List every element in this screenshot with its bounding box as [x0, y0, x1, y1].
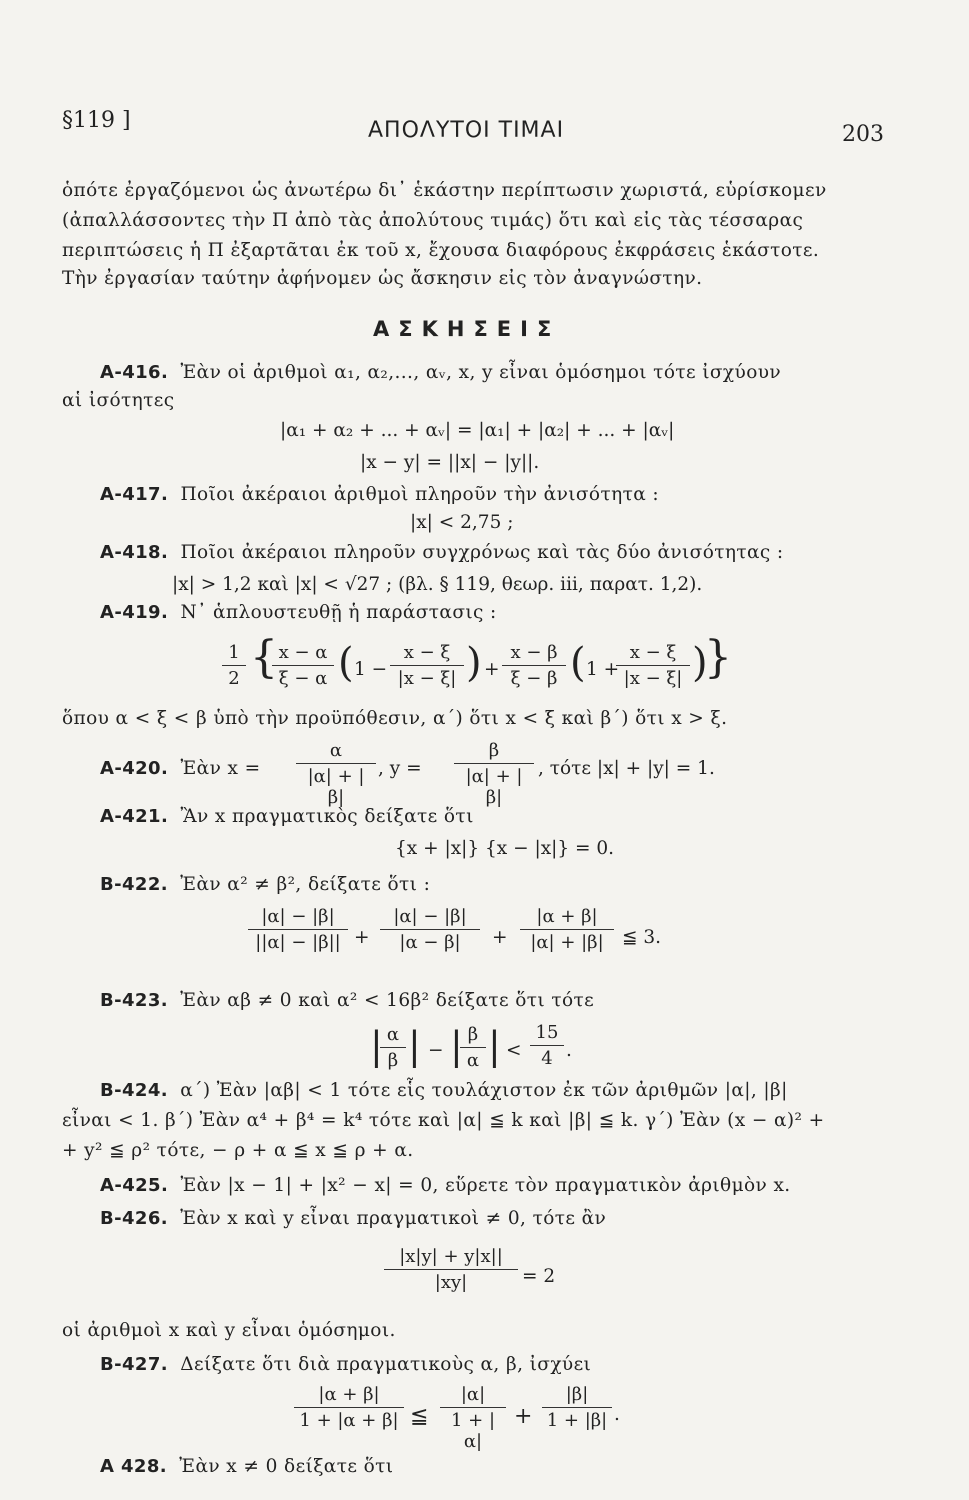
- abs-bar: |: [488, 1024, 501, 1068]
- exercise-419: [100, 602, 497, 623]
- math-term: +: [514, 1404, 533, 1429]
- exercise-label: Α-416.: [100, 362, 169, 383]
- paren-left: (: [338, 640, 354, 686]
- exercise-text: Ν᾽ ἁπλουστευθῇ ἡ παράστασις :: [180, 602, 497, 623]
- exercise-text: Ἂν x πραγματικὸς δείξατε ὅτι: [180, 806, 474, 827]
- fraction: [454, 740, 534, 808]
- fraction: [296, 740, 376, 808]
- abs-bar: |: [408, 1024, 421, 1068]
- fraction: [530, 1022, 564, 1069]
- numerator: |β|: [565, 1384, 589, 1405]
- fraction: [520, 906, 614, 953]
- fraction-bar: [380, 929, 480, 930]
- fraction: [380, 906, 480, 953]
- math-term: <: [506, 1040, 522, 1061]
- fraction-bar: [384, 1269, 518, 1270]
- fraction-bar: [460, 1047, 486, 1048]
- math-term: ≦ 3.: [622, 927, 662, 948]
- fraction-bar: [502, 665, 566, 666]
- brace-left: {: [250, 632, 278, 683]
- exercise-420: [100, 758, 261, 779]
- exercise-421: [100, 806, 474, 827]
- fraction-bar: [380, 1047, 406, 1048]
- intro-line-4: Τὴν ἐργασίαν ταύτην ἀφήνομεν ὡς ἄσκησιν εἰς τὸν ἀναγνώστην.: [62, 268, 703, 289]
- exercise-text: Ἐὰν x =: [180, 758, 261, 779]
- exercise-text: α΄) Ἐὰν |αβ| < 1 τότε εἷς τουλάχιστον ἐκ τῶν ἀριθμῶν |α|, |β|: [180, 1080, 788, 1101]
- exercise-label: Α-425.: [100, 1175, 169, 1196]
- equation: |x| > 1,2 καὶ |x| < √27 ; (βλ. § 119, θεωρ. iii, παρατ. 1,2).: [172, 574, 703, 595]
- exercise-416: [100, 362, 781, 383]
- equation: |x| < 2,75 ;: [410, 512, 514, 533]
- exercise-426: [100, 1208, 606, 1229]
- exercise-418: [100, 542, 784, 563]
- exercise-text: Ποῖοι ἀκέραιοι πληροῦν συγχρόνως καὶ τὰς δύο ἀνισότητας :: [180, 542, 784, 563]
- fraction-bar: [296, 763, 376, 764]
- math-term: +: [492, 927, 508, 948]
- denominator: |x − ξ|: [623, 668, 683, 689]
- intro-line-1: ὁπότε ἐργαζόμενοι ὡς ἀνωτέρω δι᾽ ἑκάστην περίπτωσιν χωριστά, εὑρίσκομεν: [62, 180, 827, 201]
- exercise-label: Β-424.: [100, 1080, 169, 1101]
- abs-bar: |: [370, 1024, 383, 1068]
- fraction-bar: [454, 763, 534, 764]
- fraction-bar: [248, 929, 348, 930]
- denominator: β: [387, 1050, 399, 1071]
- equation: |x − y| = ||x| − |y||.: [360, 452, 540, 473]
- exercise-text: Ἐὰν x ≠ 0 δείξατε ὅτι: [179, 1456, 394, 1477]
- numerator: 15: [535, 1022, 559, 1043]
- exercise-419-text2: ὅπου α < ξ < β ὑπὸ τὴν προϋπόθεσιν, α΄) ὅτι x < ξ καὶ β΄) ὅτι x > ξ.: [62, 708, 728, 729]
- fraction: [440, 1384, 506, 1452]
- fraction: [272, 642, 334, 689]
- abs-bar: |: [450, 1024, 463, 1068]
- fraction-bar: [440, 1407, 506, 1408]
- math-term: 1 +: [586, 659, 620, 680]
- fraction: [384, 1246, 518, 1293]
- exercise-label: Β-427.: [100, 1354, 169, 1375]
- fraction: [460, 1024, 486, 1071]
- numerator: β: [467, 1024, 479, 1045]
- denominator: α: [466, 1050, 480, 1071]
- numerator: x − β: [510, 642, 558, 663]
- math-term: 1 −: [354, 659, 388, 680]
- exercise-428: [100, 1456, 393, 1477]
- numerator: |α + β|: [536, 906, 598, 927]
- paren-right: ): [692, 640, 708, 686]
- denominator: 1 + |α + β|: [299, 1410, 399, 1431]
- exercise-text: Ἐὰν οἱ ἀριθμοὶ α₁, α₂,..., αᵥ, x, y εἶναι ὁμόσημοι τότε ἰσχύουν: [180, 362, 782, 383]
- math-term: , τότε |x| + |y| = 1.: [538, 758, 715, 779]
- denominator: 1 + |α|: [450, 1410, 496, 1452]
- denominator: |α| + |β|: [530, 932, 604, 953]
- exercise-label: Α-421.: [100, 806, 169, 827]
- brace-right: }: [704, 632, 732, 683]
- exercise-424-text3: + y² ≦ ρ² τότε, − ρ + α ≦ x ≦ ρ + α.: [62, 1140, 414, 1161]
- denominator: |α| + |β|: [465, 766, 523, 808]
- fraction-bar: [272, 665, 334, 666]
- denominator: 2: [228, 668, 240, 689]
- denominator: ξ − α: [278, 668, 328, 689]
- numerator: x − ξ: [629, 642, 677, 663]
- fraction: [222, 642, 246, 689]
- fraction: [248, 906, 348, 953]
- numerator: x − ξ: [403, 642, 451, 663]
- intro-line-3: περιπτώσεις ἡ Π ἐξαρτᾶται ἐκ τοῦ x, ἔχουσα διαφόρους ἐκφράσεις ἑκάστοτε.: [62, 240, 820, 261]
- exercise-label: Α-419.: [100, 602, 169, 623]
- fraction-bar: [390, 665, 464, 666]
- fraction-bar: [222, 665, 246, 666]
- exercise-text: Ἐὰν αβ ≠ 0 καὶ α² < 16β² δείξατε ὅτι τότε: [180, 990, 595, 1011]
- exercise-425: [100, 1175, 791, 1196]
- fraction: [502, 642, 566, 689]
- exercise-426-text2: οἱ ἀριθμοὶ x καὶ y εἶναι ὁμόσημοι.: [62, 1320, 396, 1341]
- denominator: 1 + |β|: [546, 1410, 608, 1431]
- math-term: +: [354, 927, 370, 948]
- numerator: α: [386, 1024, 400, 1045]
- fraction-bar: [294, 1407, 404, 1408]
- exercise-label: Β-423.: [100, 990, 169, 1011]
- exercise-417: [100, 484, 659, 505]
- denominator: |x − ξ|: [397, 668, 457, 689]
- exercise-423: [100, 990, 594, 1011]
- exercise-text: Ποῖοι ἀκέραιοι ἀριθμοὶ πληροῦν τὴν ἀνισότητα :: [180, 484, 660, 505]
- exercise-424-text2: εἶναι < 1. β΄) Ἐὰν α⁴ + β⁴ = k⁴ τότε καὶ |α| ≦ k καὶ |β| ≦ k. γ΄) Ἐὰν (x − α)² +: [62, 1110, 825, 1131]
- denominator: ||α| − |β||: [255, 932, 341, 953]
- denominator: |xy|: [434, 1272, 468, 1293]
- exercise-label: Α-420.: [100, 758, 169, 779]
- exercise-427: [100, 1354, 591, 1375]
- fraction-bar: [530, 1045, 564, 1046]
- math-term: .: [614, 1404, 620, 1425]
- numerator: 1: [228, 642, 240, 663]
- numerator: β: [488, 740, 500, 761]
- math-term: = 2: [522, 1266, 556, 1287]
- numerator: x − α: [278, 642, 328, 663]
- section-ref: §119 ]: [62, 108, 131, 133]
- paren-left: (: [570, 640, 586, 686]
- math-term: .: [566, 1040, 572, 1061]
- fraction-bar: [616, 665, 690, 666]
- exercise-424: [100, 1080, 788, 1101]
- numerator: α: [329, 740, 343, 761]
- fraction: [616, 642, 690, 689]
- math-term: ≦: [410, 1404, 429, 1429]
- intro-line-2: (ἀπαλλάσσοντες τὴν Π ἀπὸ τὰς ἀπολύτους τιμάς) ὅτι καὶ εἰς τὰς τέσσαρας: [62, 210, 804, 231]
- exercise-416-text2: αἱ ἰσότητες: [62, 390, 175, 411]
- denominator: |α| + |β|: [307, 766, 365, 808]
- exercise-label: Β-422.: [100, 874, 169, 895]
- exercise-label: Β-426.: [100, 1208, 169, 1229]
- fraction: [390, 642, 464, 689]
- math-term: , y =: [378, 758, 422, 779]
- denominator: |α − β|: [399, 932, 461, 953]
- fraction: [294, 1384, 404, 1431]
- exercise-label: Α-418.: [100, 542, 169, 563]
- denominator: 4: [541, 1048, 553, 1069]
- math-term: +: [484, 659, 500, 680]
- numerator: |α|: [460, 1384, 486, 1405]
- fraction-bar: [542, 1407, 612, 1408]
- page-title: ΑΠΟΛΥΤΟΙ ΤΙΜΑΙ: [368, 118, 565, 143]
- fraction: [380, 1024, 406, 1071]
- exercise-text: Ἐὰν |x − 1| + |x² − x| = 0, εὕρετε τὸν πραγματικὸν ἀριθμὸν x.: [180, 1175, 791, 1196]
- numerator: |α + β|: [318, 1384, 380, 1405]
- equation: {x + |x|} {x − |x|} = 0.: [395, 838, 615, 859]
- paren-right: ): [466, 640, 482, 686]
- fraction: [542, 1384, 612, 1431]
- exercise-text: Ἐὰν x καὶ y εἶναι πραγματικοὶ ≠ 0, τότε ἂν: [180, 1208, 607, 1229]
- math-term: −: [428, 1040, 444, 1061]
- exercise-label: Α 428.: [100, 1456, 168, 1477]
- numerator: |α| − |β|: [261, 906, 335, 927]
- exercise-422: [100, 874, 430, 895]
- page-number: 203: [842, 122, 884, 147]
- equation: |α₁ + α₂ + ... + αᵥ| = |α₁| + |α₂| + ... + |αᵥ|: [280, 420, 675, 441]
- numerator: |α| − |β|: [393, 906, 467, 927]
- section-heading: ΑΣΚΗΣΕΙΣ: [373, 317, 561, 341]
- exercise-text: Ἐὰν α² ≠ β², δείξατε ὅτι :: [180, 874, 431, 895]
- exercise-label: Α-417.: [100, 484, 169, 505]
- fraction-bar: [520, 929, 614, 930]
- exercise-text: Δείξατε ὅτι διὰ πραγματικοὺς α, β, ἰσχύει: [180, 1354, 592, 1375]
- denominator: ξ − β: [510, 668, 558, 689]
- numerator: |x|y| + y|x||: [399, 1246, 503, 1267]
